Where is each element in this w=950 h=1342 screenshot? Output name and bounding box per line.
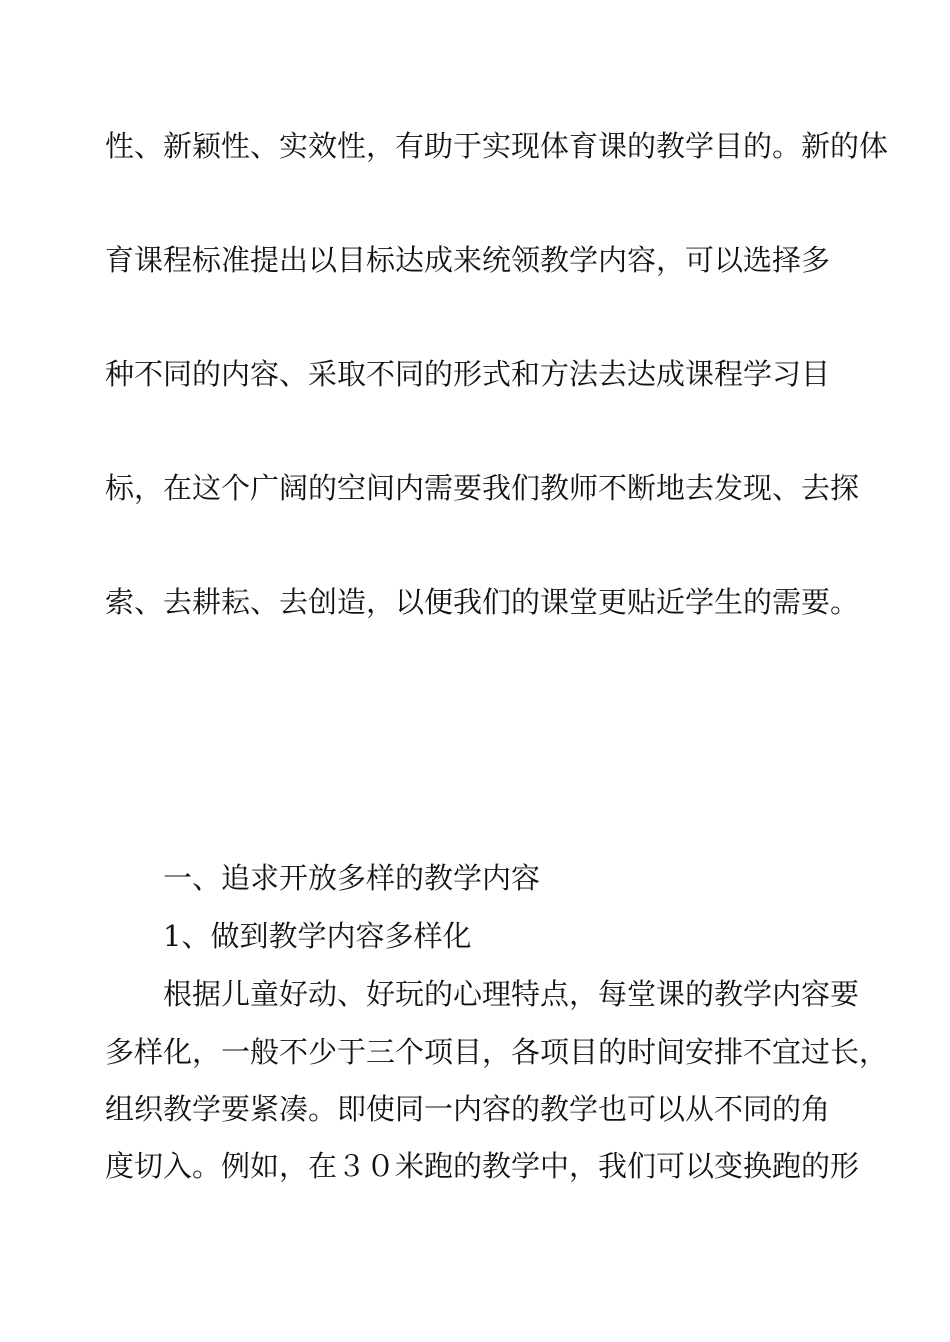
subsection-heading: 1、做到教学内容多样化 <box>163 919 472 953</box>
section-heading: 一、追求开放多样的教学内容 <box>163 861 541 895</box>
paragraph-1-line-4: 标，在这个广阔的空间内需要我们教师不断地去发现、去探 <box>105 471 860 505</box>
paragraph-2-line-4: 度切入。例如，在３０米跑的教学中，我们可以变换跑的形 <box>105 1149 860 1183</box>
paragraph-1-line-2: 育课程标准提出以目标达成来统领教学内容，可以选择多 <box>105 243 831 277</box>
paragraph-2-line-2: 多样化，一般不少于三个项目，各项目的时间安排不宜过长， <box>105 1035 889 1069</box>
paragraph-1-line-3: 种不同的内容、采取不同的形式和方法去达成课程学习目 <box>105 357 831 391</box>
paragraph-2-line-3: 组织教学要紧凑。即使同一内容的教学也可以从不同的角 <box>105 1092 831 1126</box>
paragraph-1-line-1: 性、新颖性、实效性，有助于实现体育课的教学目的。新的体 <box>105 129 889 163</box>
paragraph-2-line-1: 根据儿童好动、好玩的心理特点，每堂课的教学内容要 <box>163 977 860 1011</box>
paragraph-1-line-5: 索、去耕耘、去创造，以便我们的课堂更贴近学生的需要。 <box>105 585 860 619</box>
